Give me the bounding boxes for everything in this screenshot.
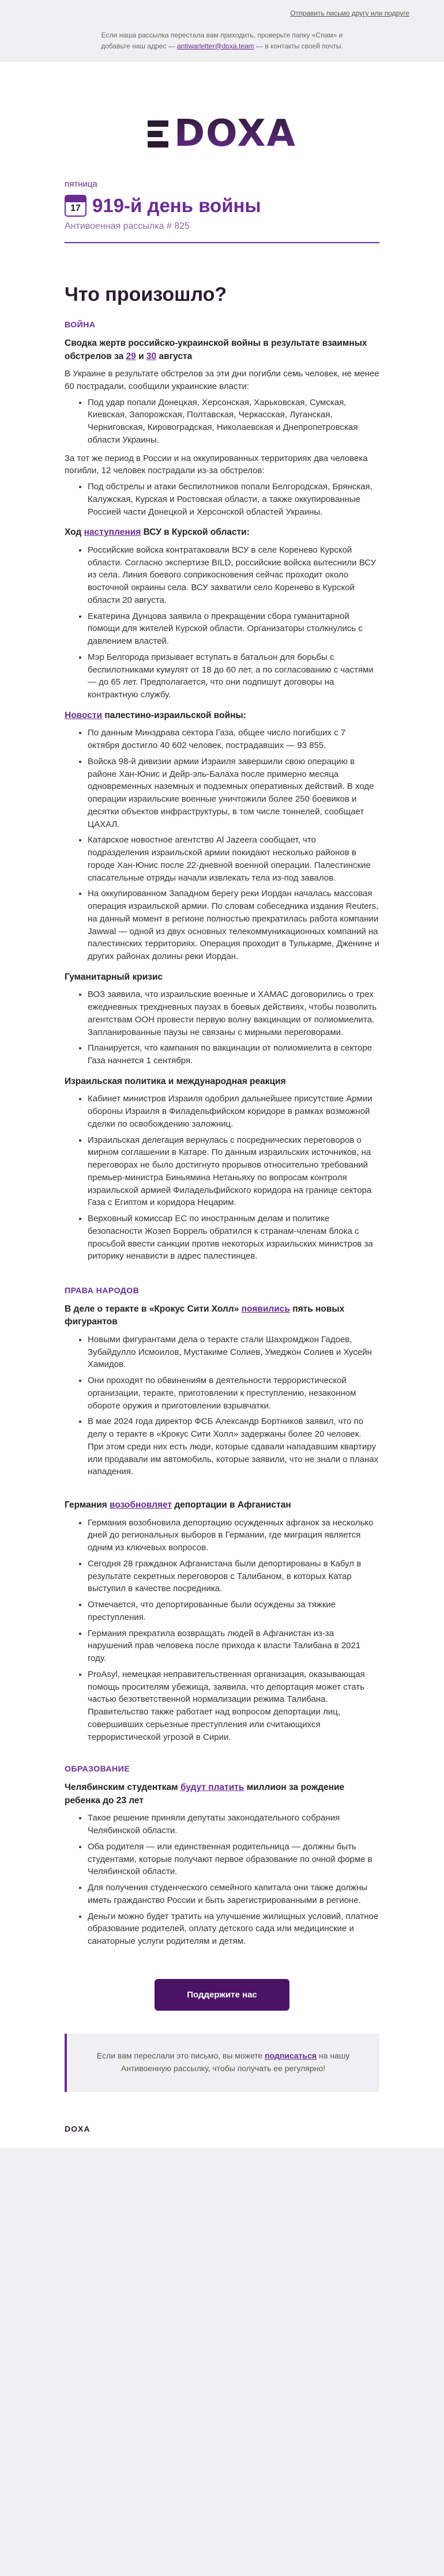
list-item: • Под удар попали Донецкая, Херсонская, Харьковская, Сумская, Киевская, Запорожская, Полтавская, Черкасская, Луганская, Черниговская, Кировоградская, Николаевская и Днепропетровская области Украины. — [88, 396, 379, 447]
subscribe-link[interactable]: подписаться — [265, 2050, 317, 2060]
doxa-logo[interactable] — [148, 112, 296, 155]
contact-email-link[interactable]: antiwarletter@doxa.team — [177, 41, 254, 50]
logo-area — [0, 62, 444, 176]
issue-title-row — [65, 195, 379, 217]
footer-brand: DOXA — [65, 2124, 91, 2134]
spam-notice-text-b: — в контакты своей почты. — [256, 41, 343, 50]
list-item: • Такое решение приняли депутаты законодательного собрания Челябинской области. — [88, 1812, 379, 1837]
list-item: • Израильская делегация вернулась с посреднических переговоров о мирном соглашении в Катаре. По данным израильских источников, на переговорах не было достигнуто прорывов относительно требований премьер-министра Биньямина Нетаньяху по вопросам контроля израильской армией Филадельфийского коридора на границе сектора Газа с Египтом и коридора Нецарим. — [88, 1134, 379, 1210]
germany-list — [65, 1517, 379, 1744]
list-item: • ВОЗ заявила, что израильские военные и ХАМАС договорились о трех ежедневных трехдневных паузах в боевых действиях, чтобы позволить агентствам ООН провести первую волну вакцинации от полиомиелита. Запланированные паузы не связаны с мирными переговорами. — [88, 988, 379, 1038]
list-item: • Сегодня 28 гражданок Афганистана были депортированы в Кабул в результате секретных переговоров с Талибаном, в которых Катар выступил в качестве посредника. — [88, 1558, 379, 1595]
letter-body — [0, 62, 444, 2147]
germany-title: Германия возобновляет депортации в Афганистан — [65, 1500, 291, 1510]
israel-news-link[interactable]: Новости — [65, 710, 102, 720]
israel-title: Новости палестино-израильской войны: — [65, 710, 246, 720]
list-item: • На оккупированном Западном берегу реки Иордан началась массовая операция израильской армии. По словам собеседника издания Reuters, на данный момент в регионе полностью прекратилась работа компании Jawwal — одной из двух основных телекоммуникационных компаний на палестинских территориях. Операция проходит в Тулькарме, Дженине и других районах долины реки Иордан. — [88, 887, 379, 963]
list-item: • Екатерина Дунцова заявила о прекращении сбора гуманитарной помощи для жителей Курской области. Организаторы столкнулись с давлением властей. — [88, 610, 379, 648]
israel-list — [65, 727, 379, 963]
summary-link-29[interactable]: 29 — [126, 351, 136, 361]
section-education: ОБРАЗОВАНИЕ — [65, 1764, 130, 1774]
kursk-offensive-link[interactable]: наступления — [84, 527, 141, 538]
summary-link-30[interactable]: 30 — [146, 351, 157, 361]
list-item: • Деньги можно будет тратить на улучшение жилищных условий, платное образование родителей, оплату детского сада или медицинские и санаторные услуги родителям и детям. — [88, 1910, 379, 1948]
weekday: пятница — [65, 179, 97, 190]
education-list — [65, 1812, 379, 1948]
list-item: • В мае 2024 года директор ФСБ Александр Бортников заявил, что по делу о теракте в «Крокус Сити Холл» задержаны более 20 человек. При этом среди них есть люди, которые сдавали нападавшим квартиру или продавали им автомобиль, которые заявили, что не знали о планах нападения. — [88, 1415, 379, 1478]
crocus-title: В деле о теракте в «Крокус Сити Холл» появились пять новых фигурантов — [65, 1304, 345, 1327]
politics-title: Израильская политика и международная реакция — [65, 1076, 286, 1086]
crocus-list — [65, 1334, 379, 1478]
list-item: • Германия возобновила депортацию осужденных афганок за несколько дней до региональных выборов в Германии, где миграция является одним из ключевых вопросов. — [88, 1517, 379, 1554]
logo-mark-icon — [148, 120, 168, 148]
list-item: • Мэр Белгорода призывает вступать в батальон для борьбы с беспилотниками кумулят от 18 до 60 лет, а по согласованию с частями — до 65 лет. Предполагается, что они подпишут договоры на контрактную службу. — [88, 651, 379, 701]
issue-subtitle: Антивоенная рассылка # 825 — [65, 221, 190, 232]
germany-link[interactable]: возобновляет — [110, 1500, 172, 1510]
russia-list — [65, 481, 379, 518]
list-item: • Верховный комиссар ЕС по иностранным делам и политике безопасности Жозеп Боррель обратился к странам-членам блока с просьбой ввести санкции против некоторых израильских министров за риторику ненависти в адрес палестинцев. — [88, 1213, 379, 1263]
list-item: • Войска 98-й дивизии армии Израиля завершили свою операцию в районе Хан-Юнис и Дейр-эль-Балаха после примерно месяца одновременных наземных и подземных оперативных действий. В ходе операции израильские военные уничтожили более 250 боевиков и десятки объектов инфраструктуры, в том числе тоннелей, сообщает ЦАХАЛ. — [88, 756, 379, 831]
issue-title: 919-й день войны — [92, 195, 261, 217]
section-war: ВОЙНА — [65, 320, 96, 330]
list-item: • Российские войска контратаковали ВСУ в селе Коренево Курской области. Согласно экспертизе BILD, российские войска вытеснили ВСУ из села. Линия боевого соприкосновения сейчас проходит около восточной окраины села. ВСУ захватили село Коренево в Курской области 20 августа. — [88, 544, 379, 607]
spam-notice — [0, 22, 444, 62]
list-item: • По данным Минздрава сектора Газа, общее число погибших с 7 октября достигло 40 602 человек, пострадавших — 93 855. — [88, 727, 379, 752]
kursk-list — [65, 544, 379, 701]
ukraine-intro: В Украине в результате обстрелов за эти дни погибли семь человек, не менее 60 пострадали, сообщили украинские власти: — [65, 369, 379, 391]
russia-intro: За тот же период в России и на оккупированных территориях два человека погибли, 12 человек пострадали из-за обстрелов: — [65, 453, 368, 476]
politics-list — [65, 1093, 379, 1263]
education-link[interactable]: будут платить — [180, 1782, 244, 1793]
humanitarian-title: Гуманитарный кризис — [65, 972, 163, 982]
kursk-title: Ход наступления ВСУ в Курской области: — [65, 527, 250, 538]
list-item: • Германия прекратила возвращать людей в Афганистан из-за нарушений прав человека после прихода к власти Талибана в 2021 году. — [88, 1627, 379, 1665]
list-item: • Под обстрелы и атаки беспилотников попали Белгородская, Брянская, Калужская, Курская и Ростовская области, а также оккупированные Россией части Донецкой и Херсонской областей Украины. — [88, 481, 379, 518]
topbar — [0, 0, 444, 22]
list-item: • Они проходят по обвинениям в деятельности террористической организации, теракте, приготовлении к преступлению, незаконном обороте оружия и приготовлении взрывчатки. — [88, 1374, 379, 1412]
section-rights: ПРАВА НАРОДОВ — [65, 1286, 140, 1295]
ukraine-list — [65, 396, 379, 447]
cta-area — [65, 1979, 379, 2011]
crocus-link[interactable]: появились — [241, 1304, 290, 1314]
list-item: • ProAsyl, немецкая неправительственная организация, оказывающая помощь просителям убежища, заявила, что депортация может стать частью безответственной нормализации режима Талибана. Правительство также работает над вопросом депортации лиц, совершивших серьезные преступления или считающихся террористической угрозой в Сирии. — [88, 1668, 379, 1744]
education-title: Челябинским студенткам будут платить миллион за рождение ребенка до 23 лет — [65, 1782, 345, 1806]
spam-notice-text-a: Если наша рассылка перестала вам приходить, проверьте папку «Спам» и добавьте наш адрес — — [101, 31, 343, 50]
main-heading: Что произошло? — [65, 284, 227, 306]
list-item: • Для получения студенческого семейного капитала они также должны иметь гражданство России и быть зарегистрированными в регионе. — [88, 1882, 379, 1907]
list-item: • Катарское новостное агентство Al Jazeera сообщает, что подразделения израильской армии покидают несколько районов в городе Хан-Юнис после 22-дневной военной операции. Палестинские спасательные отряды начали извлекать тела из-под завалов. — [88, 834, 379, 884]
list-item: • Новыми фигурантами дела о теракте стали Шахромджон Гадоев, Зубайдулло Исмоилов, Мустакиме Солиев, Умеджон Солиев и Хусейн Хамидов. — [88, 1334, 379, 1371]
divider — [65, 242, 379, 243]
list-item: • Оба родителя — или единственная родительница — должны быть студентами, которые получают первое образование по очной форме в Челябинской области. — [88, 1841, 379, 1878]
calendar-icon: 17 — [65, 195, 86, 217]
list-item: • Планируется, что кампания по вакцинации от полиомиелита в секторе Газа начнется 1 сентября. — [88, 1042, 379, 1067]
support-us-button[interactable]: Поддержите нас — [155, 1979, 289, 2011]
casualties-summary-title: Сводка жертв российско-украинской войны в результате взаимных обстрелов за 29 и 30 августа — [65, 338, 367, 361]
logo-text: DOXA — [174, 112, 297, 156]
humanitarian-list — [65, 988, 379, 1067]
subscribe-notice: Если вам переслали это письмо, вы можете подписаться на нашу Антивоенную рассылку, чтобы получать ее регулярно! — [65, 2034, 379, 2092]
list-item: • Отмечается, что депортированные были осуждены за тяжкие преступления. — [88, 1599, 379, 1624]
forward-to-friend-link[interactable]: Отправить письмо другу или подруге — [290, 9, 409, 17]
list-item: • Кабинет министров Израиля одобрил дальнейшее присутствие Армии обороны Израиля в Филадельфийском коридоре в рамках возможной сделки по освобождению заложниц. — [88, 1093, 379, 1130]
